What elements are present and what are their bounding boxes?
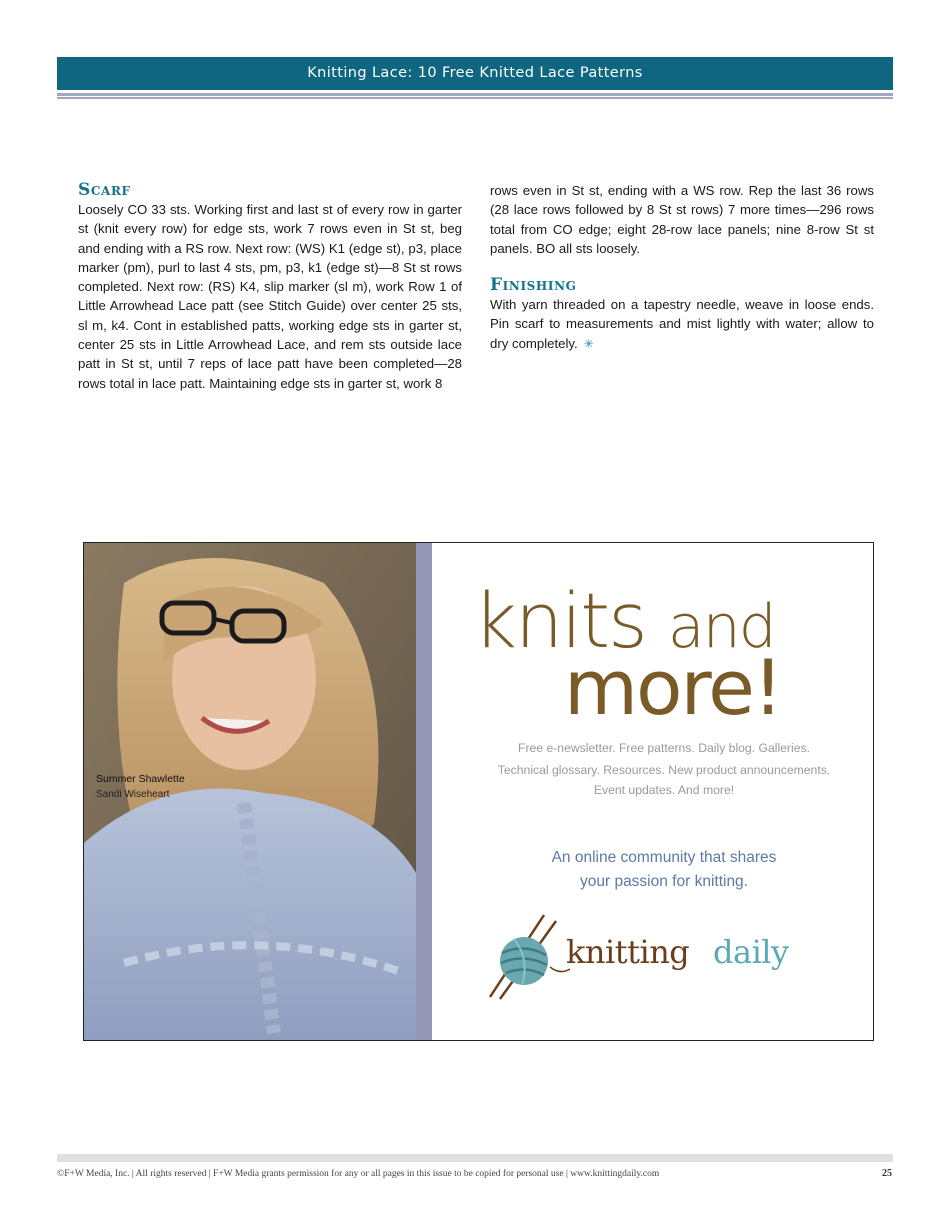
photo-caption-title: Summer Shawlette [96, 773, 185, 785]
page-header-title: Knitting Lace: 10 Free Knitted Lace Patterns [57, 57, 893, 90]
headline-and: and [667, 592, 775, 662]
knitting-daily-ad[interactable] [83, 542, 874, 1041]
left-column [78, 180, 462, 393]
logo-word-daily: daily [713, 933, 789, 971]
knitting-daily-logo[interactable] [484, 913, 824, 1003]
headline-knits: knits [473, 576, 646, 665]
footer-copyright: ©F+W Media, Inc. | All rights reserved | F+W Media grants permission for any or all pages in this issue to be copied for personal use | www.knittingdaily.com [57, 1169, 660, 1179]
header-rule [57, 93, 893, 96]
ad-tagline-line2: your passion for knitting. [579, 873, 748, 890]
model-photo [84, 543, 416, 1040]
yarn-ball-icon [484, 913, 574, 1003]
scarf-heading: Scarf [78, 180, 131, 200]
footer-bar [57, 1154, 893, 1162]
logo-word-knitting: knitting [566, 933, 690, 971]
finishing-body: With yarn threaded on a tapestry needle, weave in loose ends. Pin scarf to measurements and mist lightly with water; allow to dry completely. [490, 297, 874, 351]
ad-tagline-line1: An online community that shares [551, 849, 777, 866]
header-rule-thin [57, 97, 893, 99]
scarf-body: Loosely CO 33 sts. Working first and last st of every row in garter st (knit every row) for edge sts, work 7 rows even in St st, beg and ending with a RS row. Next row: (WS) K1 (edge st), p3, place marker (pm), purl to last 4 sts, pm, p3, k1 (edge st)—8 St st rows completed. Next row: (RS) K4, slip marker (sl m), work Row 1 of Little Arrowhead Lace patt (see Stitch Guide) over center 25 sts, sl m, k4. Cont in established patts, working edge sts in garter st, center 25 sts in Little Arrowhead Lace, and rem sts outside lace patt in St st, until 7 reps of lace patt have been completed—28 rows total in lace patt. Maintaining edge sts in garter st, work 8 [78, 202, 462, 391]
right-column [490, 181, 874, 354]
ad-divider-stripe [416, 543, 432, 1040]
photo-caption-author: Sandi Wiseheart [96, 789, 170, 800]
ad-headline-line2: more! [564, 643, 782, 732]
ad-desc-line2: Technical glossary. Resources. New product announcements. [497, 763, 831, 777]
snowflake-end-icon: ✳ [583, 336, 594, 351]
ad-desc-line1: Free e-newsletter. Free patterns. Daily blog. Galleries. [518, 741, 810, 755]
scarf-body-continued: rows even in St st, ending with a WS row. Rep the last 36 rows (28 lace rows followed by 8 St st rows) 7 more times—296 rows total from CO edge; eight 28-row lace panels; nine 8-row St st panels. BO all sts loosely. [490, 183, 874, 256]
finishing-body-paragraph [490, 295, 874, 354]
ad-desc-line3: Event updates. And more! [593, 783, 735, 797]
page-number: 25 [882, 1168, 892, 1179]
finishing-heading: Finishing [490, 275, 577, 296]
